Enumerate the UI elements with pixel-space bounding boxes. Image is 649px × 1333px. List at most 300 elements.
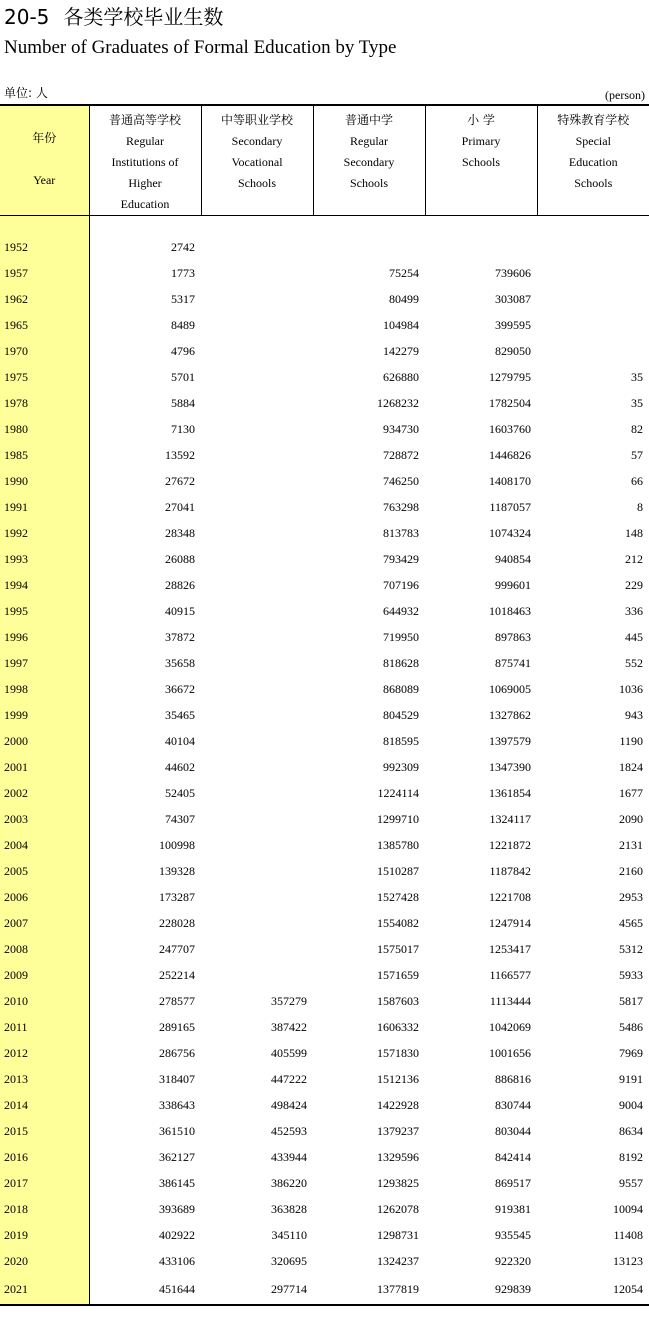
primary-cell: 935545	[495, 1228, 531, 1242]
primary-cell: 1042069	[489, 1020, 531, 1034]
year-cell: 2013	[0, 1066, 89, 1092]
year-cell: 1991	[0, 494, 89, 520]
regular-secondary-cell: 804529	[383, 708, 419, 722]
primary-cell: 1113444	[489, 994, 531, 1008]
year-cell: 1994	[0, 572, 89, 598]
year-cell: 1990	[0, 468, 89, 494]
regular-secondary-cell: 719950	[383, 630, 419, 644]
primary-cell: 1603760	[489, 422, 531, 436]
higher-education-cell: 26088	[165, 552, 195, 566]
header-en-line: Regular	[350, 134, 388, 148]
regular-secondary-cell: 1571659	[377, 968, 419, 982]
primary-cell: 1361854	[489, 786, 531, 800]
higher-education-cell: 433106	[159, 1254, 195, 1268]
special-education-cell: 229	[625, 578, 643, 592]
special-education-cell: 1036	[619, 682, 643, 696]
higher-education-cell: 252214	[159, 968, 195, 982]
regular-secondary-cell: 1606332	[377, 1020, 419, 1034]
special-education-cell: 12054	[537, 1274, 649, 1305]
regular-secondary-cell: 1268232	[377, 396, 419, 410]
table-row	[0, 494, 649, 520]
year-cell: 2012	[0, 1040, 89, 1066]
primary-cell: 1446826	[489, 448, 531, 462]
higher-education-cell: 289165	[159, 1020, 195, 1034]
regular-secondary-cell: 1299710	[377, 812, 419, 826]
special-education-cell: 9004	[619, 1098, 643, 1112]
primary-cell: 1221708	[489, 890, 531, 904]
higher-education-cell: 2742	[171, 240, 195, 254]
special-education-cell: 5486	[619, 1020, 643, 1034]
primary-cell: 829050	[495, 344, 531, 358]
year-cell: 1978	[0, 390, 89, 416]
vocational-cell	[201, 936, 313, 962]
vocational-cell: 363828	[271, 1202, 307, 1216]
special-education-cell: 943	[625, 708, 643, 722]
table-row	[0, 806, 649, 832]
year-cell: 2021	[0, 1274, 89, 1305]
year-cell: 2004	[0, 832, 89, 858]
spacer-cell	[425, 216, 537, 235]
vocational-cell: 357279	[271, 994, 307, 1008]
table-row	[0, 780, 649, 806]
special-education-cell: 8634	[619, 1124, 643, 1138]
year-cell: 1957	[0, 260, 89, 286]
higher-education-cell: 451644	[89, 1274, 201, 1305]
vocational-cell	[201, 312, 313, 338]
table-row	[0, 520, 649, 546]
primary-cell: 1187057	[489, 500, 531, 514]
vocational-cell: 345110	[271, 1228, 307, 1242]
higher-education-cell: 1773	[171, 266, 195, 280]
higher-education-cell: 74307	[165, 812, 195, 826]
year-cell: 2006	[0, 884, 89, 910]
vocational-cell	[201, 650, 313, 676]
year-cell: 1962	[0, 286, 89, 312]
regular-secondary-cell: 644932	[383, 604, 419, 618]
special-education-cell: 212	[625, 552, 643, 566]
higher-education-cell: 5317	[171, 292, 195, 306]
primary-cell: 842414	[495, 1150, 531, 1164]
regular-secondary-cell: 1324237	[377, 1254, 419, 1268]
special-education-cell: 82	[631, 422, 643, 436]
table-row	[0, 364, 649, 390]
header-year-en: Year	[33, 173, 56, 187]
year-cell: 2008	[0, 936, 89, 962]
year-cell: 2003	[0, 806, 89, 832]
special-education-cell	[537, 312, 649, 338]
table-row	[0, 312, 649, 338]
regular-secondary-cell: 793429	[383, 552, 419, 566]
regular-secondary-cell: 104984	[383, 318, 419, 332]
special-education-cell: 13123	[613, 1254, 643, 1268]
primary-cell: 1347390	[489, 760, 531, 774]
table-row	[0, 1144, 649, 1170]
special-education-cell: 5817	[619, 994, 643, 1008]
table-row	[0, 858, 649, 884]
primary-cell: 803044	[495, 1124, 531, 1138]
table-row	[0, 1248, 649, 1274]
regular-secondary-cell: 746250	[383, 474, 419, 488]
vocational-cell: 320695	[271, 1254, 307, 1268]
higher-education-cell: 27672	[165, 474, 195, 488]
table-row	[0, 728, 649, 754]
header-en-line: Secondary	[343, 155, 395, 169]
table-row	[0, 650, 649, 676]
year-cell: 1980	[0, 416, 89, 442]
year-cell: 1997	[0, 650, 89, 676]
special-education-cell: 148	[625, 526, 643, 540]
higher-education-cell: 40915	[165, 604, 195, 618]
year-cell: 2009	[0, 962, 89, 988]
higher-education-cell: 278577	[159, 994, 195, 1008]
page-title-cn	[4, 4, 223, 30]
special-education-cell: 10094	[613, 1202, 643, 1216]
vocational-cell	[201, 858, 313, 884]
higher-education-cell: 173287	[159, 890, 195, 904]
special-education-cell: 35	[631, 370, 643, 384]
primary-cell: 1001656	[489, 1046, 531, 1060]
vocational-cell	[201, 260, 313, 286]
primary-cell: 1408170	[489, 474, 531, 488]
table-row	[0, 754, 649, 780]
header-cn: 小 学	[467, 113, 495, 127]
higher-education-cell: 27041	[165, 500, 195, 514]
page-title-en: Number of Graduates of Formal Education by Type	[4, 37, 397, 58]
special-education-cell: 1824	[619, 760, 643, 774]
title-cn-text: 各类学校毕业生数	[63, 5, 224, 29]
special-education-cell: 4565	[619, 916, 643, 930]
regular-secondary-cell: 1377819	[313, 1274, 425, 1305]
regular-secondary-cell: 142279	[383, 344, 419, 358]
vocational-cell	[201, 728, 313, 754]
table-row	[0, 1196, 649, 1222]
table-row	[0, 988, 649, 1014]
regular-secondary-cell: 1293825	[377, 1176, 419, 1190]
spacer-cell	[313, 216, 425, 235]
header-en-line: Vocational	[231, 155, 283, 169]
table-row	[0, 416, 649, 442]
vocational-cell: 452593	[271, 1124, 307, 1138]
regular-secondary-cell	[313, 234, 425, 260]
special-education-cell: 66	[631, 474, 643, 488]
regular-secondary-cell: 813783	[383, 526, 419, 540]
vocational-cell	[201, 910, 313, 936]
spacer-year-cell	[0, 216, 89, 235]
table-row	[0, 1222, 649, 1248]
higher-education-cell: 362127	[159, 1150, 195, 1164]
year-cell: 2005	[0, 858, 89, 884]
regular-secondary-cell: 1379237	[377, 1124, 419, 1138]
vocational-cell	[201, 624, 313, 650]
regular-secondary-cell: 992309	[383, 760, 419, 774]
vocational-cell	[201, 702, 313, 728]
header-en-line: Regular	[126, 134, 164, 148]
header-en-line: Schools	[574, 176, 613, 190]
special-education-cell: 9191	[619, 1072, 643, 1086]
header-en-line: Education	[120, 197, 170, 211]
year-cell: 1993	[0, 546, 89, 572]
regular-secondary-cell: 934730	[383, 422, 419, 436]
regular-secondary-cell: 1512136	[377, 1072, 419, 1086]
higher-education-cell: 361510	[159, 1124, 195, 1138]
primary-cell: 919381	[495, 1202, 531, 1216]
year-cell: 1970	[0, 338, 89, 364]
table-row	[0, 702, 649, 728]
vocational-cell	[201, 390, 313, 416]
primary-cell: 1253417	[489, 942, 531, 956]
special-education-cell	[537, 338, 649, 364]
vocational-cell	[201, 520, 313, 546]
table-row	[0, 390, 649, 416]
table-row	[0, 1066, 649, 1092]
special-education-cell: 5312	[619, 942, 643, 956]
special-education-cell: 336	[625, 604, 643, 618]
year-cell: 2017	[0, 1170, 89, 1196]
higher-education-cell: 28348	[165, 526, 195, 540]
primary-cell: 739606	[495, 266, 531, 280]
year-cell: 2001	[0, 754, 89, 780]
primary-cell: 1247914	[489, 916, 531, 930]
higher-education-cell: 139328	[159, 864, 195, 878]
year-cell: 2015	[0, 1118, 89, 1144]
year-cell: 2019	[0, 1222, 89, 1248]
header-cn: 普通高等学校	[108, 113, 181, 127]
table-row	[0, 546, 649, 572]
header-en-line: Education	[568, 155, 618, 169]
primary-cell: 1327862	[489, 708, 531, 722]
header-en-line: Schools	[461, 155, 500, 169]
vocational-cell	[201, 754, 313, 780]
special-education-cell: 552	[625, 656, 643, 670]
primary-cell: 1187842	[489, 864, 531, 878]
year-cell: 2007	[0, 910, 89, 936]
special-education-cell: 1677	[619, 786, 643, 800]
vocational-cell: 433944	[271, 1150, 307, 1164]
higher-education-cell: 35658	[165, 656, 195, 670]
header-special-education	[537, 105, 649, 216]
higher-education-cell: 286756	[159, 1046, 195, 1060]
header-cn: 中等职业学校	[220, 113, 293, 127]
regular-secondary-cell: 1224114	[377, 786, 419, 800]
year-cell: 2010	[0, 988, 89, 1014]
higher-education-cell: 228028	[159, 916, 195, 930]
special-education-cell: 57	[631, 448, 643, 462]
year-cell: 1985	[0, 442, 89, 468]
header-year	[0, 105, 89, 216]
regular-secondary-cell: 818628	[383, 656, 419, 670]
higher-education-cell: 8489	[171, 318, 195, 332]
vocational-cell	[201, 364, 313, 390]
higher-education-cell: 36672	[165, 682, 195, 696]
header-year-cn: 年份	[32, 131, 57, 145]
higher-education-cell: 13592	[165, 448, 195, 462]
special-education-cell: 11408	[613, 1228, 643, 1242]
table-row	[0, 1040, 649, 1066]
vocational-cell	[201, 234, 313, 260]
higher-education-cell: 52405	[165, 786, 195, 800]
vocational-cell	[201, 884, 313, 910]
higher-education-cell: 5701	[171, 370, 195, 384]
primary-cell: 1279795	[489, 370, 531, 384]
primary-cell: 929839	[425, 1274, 537, 1305]
header-secondary-vocational	[201, 105, 313, 216]
header-en-line: Schools	[349, 176, 388, 190]
vocational-cell: 498424	[271, 1098, 307, 1112]
higher-education-cell: 35465	[165, 708, 195, 722]
primary-cell: 1166577	[489, 968, 531, 982]
header-primary	[425, 105, 537, 216]
vocational-cell	[201, 442, 313, 468]
regular-secondary-cell: 1298731	[377, 1228, 419, 1242]
year-cell: 2014	[0, 1092, 89, 1118]
primary-cell: 922320	[495, 1254, 531, 1268]
header-higher-education	[89, 105, 201, 216]
special-education-cell: 8192	[619, 1150, 643, 1164]
regular-secondary-cell: 707196	[383, 578, 419, 592]
header-en-line: Higher	[128, 176, 162, 190]
higher-education-cell: 7130	[171, 422, 195, 436]
vocational-cell	[201, 598, 313, 624]
primary-cell: 1018463	[489, 604, 531, 618]
unit-label-cn: 单位: 人	[4, 86, 48, 100]
year-cell: 1999	[0, 702, 89, 728]
higher-education-cell: 37872	[165, 630, 195, 644]
header-en-line: Schools	[237, 176, 276, 190]
primary-cell: 1074324	[489, 526, 531, 540]
special-education-cell: 8	[637, 500, 643, 514]
regular-secondary-cell: 1385780	[377, 838, 419, 852]
primary-cell: 1397579	[489, 734, 531, 748]
table-number: 20-5	[4, 5, 50, 29]
primary-cell: 399595	[495, 318, 531, 332]
table-row	[0, 884, 649, 910]
header-cn: 特殊教育学校	[557, 113, 630, 127]
regular-secondary-cell: 728872	[383, 448, 419, 462]
higher-education-cell: 4796	[171, 344, 195, 358]
year-cell: 1965	[0, 312, 89, 338]
header-en-line: Special	[575, 134, 611, 148]
vocational-cell	[201, 962, 313, 988]
table-row	[0, 442, 649, 468]
year-cell: 1952	[0, 234, 89, 260]
primary-cell: 830744	[495, 1098, 531, 1112]
primary-cell: 875741	[495, 656, 531, 670]
higher-education-cell: 393689	[159, 1202, 195, 1216]
vocational-cell: 387422	[271, 1020, 307, 1034]
primary-cell: 886816	[495, 1072, 531, 1086]
table-row	[0, 624, 649, 650]
year-cell: 1975	[0, 364, 89, 390]
table-row	[0, 1118, 649, 1144]
regular-secondary-cell: 818595	[383, 734, 419, 748]
special-education-cell: 5933	[619, 968, 643, 982]
higher-education-cell: 386145	[159, 1176, 195, 1190]
regular-secondary-cell: 80499	[389, 292, 419, 306]
header-cn: 普通中学	[344, 113, 393, 127]
header-en-line: Institutions of	[111, 155, 179, 169]
table-row	[0, 1092, 649, 1118]
vocational-cell: 447222	[271, 1072, 307, 1086]
primary-cell: 1324117	[489, 812, 531, 826]
header-regular-secondary	[313, 105, 425, 216]
primary-cell: 869517	[495, 1176, 531, 1190]
vocational-cell: 405599	[271, 1046, 307, 1060]
year-cell: 2002	[0, 780, 89, 806]
year-cell: 1998	[0, 676, 89, 702]
header-row	[0, 105, 649, 216]
table-row	[0, 234, 649, 260]
table-row	[0, 286, 649, 312]
header-en-line: Primary	[461, 134, 501, 148]
higher-education-cell: 247707	[159, 942, 195, 956]
vocational-cell	[201, 832, 313, 858]
primary-cell: 303087	[495, 292, 531, 306]
regular-secondary-cell: 763298	[383, 500, 419, 514]
special-education-cell: 2131	[619, 838, 643, 852]
higher-education-cell: 338643	[159, 1098, 195, 1112]
higher-education-cell: 5884	[171, 396, 195, 410]
regular-secondary-cell: 1571830	[377, 1046, 419, 1060]
vocational-cell	[201, 780, 313, 806]
regular-secondary-cell: 1510287	[377, 864, 419, 878]
primary-cell: 999601	[495, 578, 531, 592]
table-row	[0, 832, 649, 858]
spacer-cell	[89, 216, 201, 235]
special-education-cell: 7969	[619, 1046, 643, 1060]
table-body	[0, 216, 649, 1306]
vocational-cell: 386220	[271, 1176, 307, 1190]
special-education-cell	[537, 286, 649, 312]
special-education-cell: 2090	[619, 812, 643, 826]
regular-secondary-cell: 626880	[383, 370, 419, 384]
regular-secondary-cell: 75254	[389, 266, 419, 280]
regular-secondary-cell: 1262078	[377, 1202, 419, 1216]
higher-education-cell: 100998	[159, 838, 195, 852]
primary-cell: 897863	[495, 630, 531, 644]
graduates-table	[0, 104, 649, 1306]
vocational-cell	[201, 572, 313, 598]
table-row	[0, 1014, 649, 1040]
primary-cell	[425, 234, 537, 260]
table-row	[0, 598, 649, 624]
higher-education-cell: 28826	[165, 578, 195, 592]
regular-secondary-cell: 1575017	[377, 942, 419, 956]
vocational-cell	[201, 468, 313, 494]
spacer-cell	[201, 216, 313, 235]
higher-education-cell: 44602	[165, 760, 195, 774]
year-cell: 1995	[0, 598, 89, 624]
header-en-line: Secondary	[231, 134, 283, 148]
special-education-cell: 2953	[619, 890, 643, 904]
regular-secondary-cell: 1527428	[377, 890, 419, 904]
table-row	[0, 910, 649, 936]
year-cell: 2011	[0, 1014, 89, 1040]
regular-secondary-cell: 1329596	[377, 1150, 419, 1164]
year-cell: 1996	[0, 624, 89, 650]
vocational-cell	[201, 676, 313, 702]
primary-cell: 1782504	[489, 396, 531, 410]
table-row	[0, 338, 649, 364]
special-education-cell: 9557	[619, 1176, 643, 1190]
special-education-cell: 35	[631, 396, 643, 410]
year-cell: 2020	[0, 1248, 89, 1274]
unit-label-en: (person)	[605, 88, 645, 102]
vocational-cell	[201, 416, 313, 442]
special-education-cell: 1190	[619, 734, 643, 748]
primary-cell: 1221872	[489, 838, 531, 852]
vocational-cell	[201, 338, 313, 364]
table-row	[0, 260, 649, 286]
